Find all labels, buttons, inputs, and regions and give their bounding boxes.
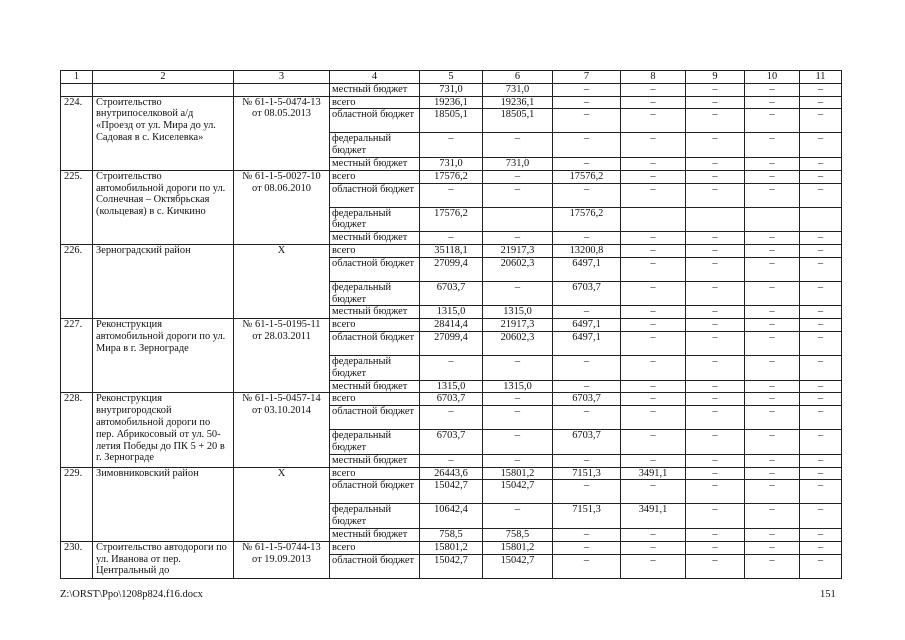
value-cell: 18505,1 <box>483 109 553 133</box>
object-name: Строительство автодороги по ул. Иванова от пер. Центральный до <box>93 541 234 578</box>
value-cell: – <box>553 554 621 578</box>
value-cell: 28414,4 <box>420 319 483 332</box>
value-cell: – <box>621 554 686 578</box>
value-cell: 17576,2 <box>553 170 621 183</box>
value-cell: – <box>745 454 800 467</box>
value-cell: 6703,7 <box>420 393 483 406</box>
funding-source: областной бюджет <box>330 331 420 355</box>
value-cell: 10642,4 <box>420 504 483 529</box>
value-cell: 731,0 <box>483 157 553 170</box>
col-header: 10 <box>745 71 800 84</box>
object-name: Строительство автомобильной дороги по ул. Солнечная – Октябрьская (кольцевая) в с. Кичкино <box>93 170 234 244</box>
value-cell: – <box>686 170 745 183</box>
value-cell: 6497,1 <box>553 319 621 332</box>
value-cell: – <box>745 528 800 541</box>
value-cell: 17576,2 <box>420 170 483 183</box>
value-cell: – <box>483 355 553 380</box>
value-cell: – <box>800 170 842 183</box>
value-cell: – <box>621 183 686 207</box>
value-cell: – <box>800 430 842 455</box>
funding-source: всего <box>330 170 420 183</box>
value-cell: – <box>745 232 800 245</box>
table-row <box>61 83 842 96</box>
value-cell: – <box>483 504 553 529</box>
value-cell: – <box>800 554 842 578</box>
value-cell: 15042,7 <box>420 480 483 504</box>
row-number: 224. <box>61 96 93 170</box>
value-cell: 20602,3 <box>483 331 553 355</box>
value-cell: – <box>745 157 800 170</box>
value-cell: – <box>621 157 686 170</box>
value-cell: 6703,7 <box>553 281 621 306</box>
value-cell: – <box>800 306 842 319</box>
value-cell: – <box>800 257 842 281</box>
value-cell: 15042,7 <box>420 554 483 578</box>
value-cell: – <box>553 406 621 430</box>
value-cell: – <box>686 96 745 109</box>
value-cell: 7151,3 <box>553 504 621 529</box>
value-cell <box>483 207 553 232</box>
funding-source: местный бюджет <box>330 83 420 96</box>
row-number: 225. <box>61 170 93 244</box>
value-cell: – <box>621 281 686 306</box>
funding-source: федеральный бюджет <box>330 207 420 232</box>
funding-source: местный бюджет <box>330 528 420 541</box>
value-cell: – <box>621 244 686 257</box>
value-cell: – <box>420 454 483 467</box>
funding-source: областной бюджет <box>330 257 420 281</box>
value-cell: – <box>621 393 686 406</box>
budget-table <box>60 70 842 579</box>
value-cell: – <box>621 541 686 554</box>
value-cell: – <box>800 467 842 480</box>
value-cell: 1315,0 <box>420 306 483 319</box>
value-cell: – <box>483 281 553 306</box>
value-cell: – <box>800 232 842 245</box>
value-cell: 27099,4 <box>420 257 483 281</box>
file-path: Z:\ORST\Ppo\1208p824.f16.docx <box>60 589 203 600</box>
value-cell: 20602,3 <box>483 257 553 281</box>
value-cell: – <box>686 393 745 406</box>
object-name: Зерноградский район <box>93 244 234 318</box>
value-cell: – <box>553 83 621 96</box>
value-cell: – <box>745 430 800 455</box>
value-cell: 27099,4 <box>420 331 483 355</box>
value-cell: 6703,7 <box>420 430 483 455</box>
value-cell: 1315,0 <box>420 380 483 393</box>
funding-source: всего <box>330 541 420 554</box>
value-cell: – <box>686 454 745 467</box>
value-cell: – <box>745 355 800 380</box>
value-cell: – <box>800 480 842 504</box>
funding-source: местный бюджет <box>330 454 420 467</box>
value-cell: 7151,3 <box>553 467 621 480</box>
value-cell: – <box>621 380 686 393</box>
value-cell: – <box>686 554 745 578</box>
value-cell: – <box>800 157 842 170</box>
empty-cell <box>93 83 234 96</box>
document-number: № 61-1-5-0744-13 от 19.09.2013 <box>234 541 330 578</box>
value-cell: – <box>745 393 800 406</box>
value-cell: – <box>621 430 686 455</box>
value-cell: – <box>745 306 800 319</box>
value-cell: 18505,1 <box>420 109 483 133</box>
value-cell: – <box>745 406 800 430</box>
funding-source: областной бюджет <box>330 406 420 430</box>
document-number: № 61-1-5-0457-14 от 03.10.2014 <box>234 393 330 467</box>
col-header: 2 <box>93 71 234 84</box>
value-cell: – <box>553 541 621 554</box>
funding-source: местный бюджет <box>330 232 420 245</box>
funding-source: областной бюджет <box>330 183 420 207</box>
value-cell: – <box>686 406 745 430</box>
value-cell: 26443,6 <box>420 467 483 480</box>
funding-source: областной бюджет <box>330 480 420 504</box>
value-cell: – <box>553 183 621 207</box>
document-number: № 61-1-5-0195-11 от 28.03.2011 <box>234 319 330 393</box>
value-cell: – <box>800 183 842 207</box>
value-cell: – <box>686 355 745 380</box>
value-cell: 731,0 <box>483 83 553 96</box>
value-cell: 6703,7 <box>553 393 621 406</box>
value-cell: – <box>483 430 553 455</box>
value-cell: – <box>621 355 686 380</box>
value-cell: – <box>483 170 553 183</box>
value-cell: – <box>621 232 686 245</box>
value-cell: – <box>553 109 621 133</box>
value-cell: – <box>553 157 621 170</box>
value-cell: – <box>686 183 745 207</box>
col-header: 4 <box>330 71 420 84</box>
table-row <box>61 170 842 183</box>
funding-source: всего <box>330 393 420 406</box>
document-number: № 61-1-5-0027-10 от 08.06.2010 <box>234 170 330 244</box>
col-header: 11 <box>800 71 842 84</box>
value-cell: – <box>745 183 800 207</box>
value-cell: – <box>621 406 686 430</box>
value-cell: – <box>800 454 842 467</box>
col-header: 7 <box>553 71 621 84</box>
value-cell: – <box>745 331 800 355</box>
funding-source: федеральный бюджет <box>330 133 420 158</box>
value-cell: 15042,7 <box>483 480 553 504</box>
funding-source: всего <box>330 467 420 480</box>
value-cell: – <box>745 244 800 257</box>
value-cell: – <box>483 393 553 406</box>
value-cell: – <box>483 133 553 158</box>
value-cell: – <box>483 454 553 467</box>
table-row <box>61 319 842 332</box>
value-cell: – <box>420 355 483 380</box>
value-cell: – <box>621 480 686 504</box>
value-cell: 13200,8 <box>553 244 621 257</box>
empty-cell <box>61 83 93 96</box>
value-cell <box>745 207 800 232</box>
table-row <box>61 541 842 554</box>
funding-source: федеральный бюджет <box>330 430 420 455</box>
funding-source: местный бюджет <box>330 306 420 319</box>
value-cell: 6497,1 <box>553 331 621 355</box>
value-cell: – <box>686 319 745 332</box>
value-cell: – <box>745 281 800 306</box>
value-cell: – <box>621 306 686 319</box>
value-cell: – <box>745 541 800 554</box>
row-number: 229. <box>61 467 93 541</box>
value-cell: – <box>800 541 842 554</box>
table-row <box>61 393 842 406</box>
value-cell: 1315,0 <box>483 380 553 393</box>
value-cell: – <box>800 109 842 133</box>
col-header: 9 <box>686 71 745 84</box>
value-cell: – <box>553 480 621 504</box>
value-cell: – <box>686 281 745 306</box>
value-cell: – <box>686 109 745 133</box>
value-cell: – <box>553 355 621 380</box>
value-cell: – <box>686 83 745 96</box>
value-cell: – <box>686 541 745 554</box>
table-row <box>61 244 842 257</box>
value-cell: – <box>745 467 800 480</box>
value-cell: – <box>745 170 800 183</box>
value-cell: 6703,7 <box>553 430 621 455</box>
value-cell: – <box>800 355 842 380</box>
funding-source: областной бюджет <box>330 554 420 578</box>
value-cell: – <box>686 467 745 480</box>
value-cell: – <box>800 393 842 406</box>
value-cell: – <box>745 554 800 578</box>
funding-source: федеральный бюджет <box>330 281 420 306</box>
object-name: Реконструкция внутригородской автомобильной дороги по пер. Абрикосовый от ул. 50-летия Победы до ПК 5 + 20 в г. Зернограде <box>93 393 234 467</box>
value-cell: – <box>686 528 745 541</box>
value-cell: 6703,7 <box>420 281 483 306</box>
funding-source: всего <box>330 96 420 109</box>
value-cell: – <box>686 232 745 245</box>
funding-source: местный бюджет <box>330 380 420 393</box>
value-cell: – <box>686 257 745 281</box>
value-cell: – <box>686 157 745 170</box>
value-cell: 758,5 <box>483 528 553 541</box>
value-cell: – <box>621 528 686 541</box>
funding-source: всего <box>330 319 420 332</box>
value-cell: – <box>745 133 800 158</box>
value-cell: – <box>483 406 553 430</box>
value-cell: – <box>553 232 621 245</box>
value-cell: – <box>800 319 842 332</box>
value-cell: – <box>800 406 842 430</box>
value-cell: 15801,2 <box>483 541 553 554</box>
document-number: Х <box>234 244 330 318</box>
funding-source: местный бюджет <box>330 157 420 170</box>
value-cell: 3491,1 <box>621 504 686 529</box>
value-cell: – <box>745 109 800 133</box>
value-cell: 35118,1 <box>420 244 483 257</box>
value-cell: 15801,2 <box>420 541 483 554</box>
value-cell <box>621 207 686 232</box>
value-cell: 21917,3 <box>483 244 553 257</box>
value-cell: – <box>420 183 483 207</box>
value-cell: – <box>621 96 686 109</box>
col-header: 6 <box>483 71 553 84</box>
value-cell: 731,0 <box>420 83 483 96</box>
value-cell: – <box>800 504 842 529</box>
value-cell: – <box>621 133 686 158</box>
value-cell: – <box>621 83 686 96</box>
value-cell: – <box>420 406 483 430</box>
value-cell: – <box>745 257 800 281</box>
value-cell: – <box>745 380 800 393</box>
value-cell: – <box>553 133 621 158</box>
value-cell: – <box>621 109 686 133</box>
value-cell: – <box>686 331 745 355</box>
value-cell <box>800 207 842 232</box>
value-cell: – <box>745 96 800 109</box>
row-number: 226. <box>61 244 93 318</box>
value-cell: 15801,2 <box>483 467 553 480</box>
table-row <box>61 96 842 109</box>
value-cell: 758,5 <box>420 528 483 541</box>
value-cell: – <box>800 133 842 158</box>
empty-cell <box>234 83 330 96</box>
value-cell: 17576,2 <box>420 207 483 232</box>
value-cell: – <box>800 244 842 257</box>
value-cell: – <box>800 380 842 393</box>
value-cell: 6497,1 <box>553 257 621 281</box>
value-cell: 3491,1 <box>621 467 686 480</box>
value-cell: – <box>745 504 800 529</box>
value-cell: – <box>621 170 686 183</box>
value-cell: – <box>420 133 483 158</box>
value-cell: – <box>686 430 745 455</box>
value-cell: 21917,3 <box>483 319 553 332</box>
header-row <box>61 71 842 84</box>
funding-source: всего <box>330 244 420 257</box>
value-cell: – <box>800 331 842 355</box>
col-header: 8 <box>621 71 686 84</box>
value-cell: – <box>621 331 686 355</box>
value-cell: 19236,1 <box>483 96 553 109</box>
value-cell: – <box>621 319 686 332</box>
object-name: Строительство внутрипоселковой а/д «Проезд от ул. Мира до ул. Садовая в с. Киселевка» <box>93 96 234 170</box>
value-cell: 1315,0 <box>483 306 553 319</box>
table-body <box>61 71 842 579</box>
value-cell: – <box>686 133 745 158</box>
value-cell: – <box>800 83 842 96</box>
col-header: 1 <box>61 71 93 84</box>
value-cell: – <box>745 319 800 332</box>
document-number: Х <box>234 467 330 541</box>
funding-source: областной бюджет <box>330 109 420 133</box>
value-cell: – <box>553 306 621 319</box>
value-cell: – <box>553 96 621 109</box>
value-cell: – <box>420 232 483 245</box>
value-cell: – <box>686 480 745 504</box>
value-cell: – <box>621 257 686 281</box>
row-number: 227. <box>61 319 93 393</box>
object-name: Реконструкция автомобильной дороги по ул. Мира в г. Зернограде <box>93 319 234 393</box>
document-number: № 61-1-5-0474-13 от 08.05.2013 <box>234 96 330 170</box>
value-cell: 19236,1 <box>420 96 483 109</box>
value-cell <box>686 207 745 232</box>
value-cell: – <box>621 454 686 467</box>
funding-source: федеральный бюджет <box>330 355 420 380</box>
value-cell: – <box>686 504 745 529</box>
page-number: 151 <box>820 589 836 600</box>
value-cell: 17576,2 <box>553 207 621 232</box>
value-cell: – <box>553 454 621 467</box>
value-cell: – <box>800 96 842 109</box>
value-cell: – <box>553 528 621 541</box>
value-cell: – <box>686 306 745 319</box>
value-cell: 15042,7 <box>483 554 553 578</box>
value-cell: – <box>686 380 745 393</box>
value-cell: 731,0 <box>420 157 483 170</box>
funding-source: федеральный бюджет <box>330 504 420 529</box>
value-cell: – <box>483 183 553 207</box>
col-header: 5 <box>420 71 483 84</box>
value-cell: – <box>800 528 842 541</box>
col-header: 3 <box>234 71 330 84</box>
object-name: Зимовниковский район <box>93 467 234 541</box>
value-cell: – <box>553 380 621 393</box>
row-number: 228. <box>61 393 93 467</box>
value-cell: – <box>745 480 800 504</box>
value-cell: – <box>686 244 745 257</box>
value-cell: – <box>483 232 553 245</box>
table-row <box>61 467 842 480</box>
value-cell: – <box>745 83 800 96</box>
value-cell: – <box>800 281 842 306</box>
row-number: 230. <box>61 541 93 578</box>
